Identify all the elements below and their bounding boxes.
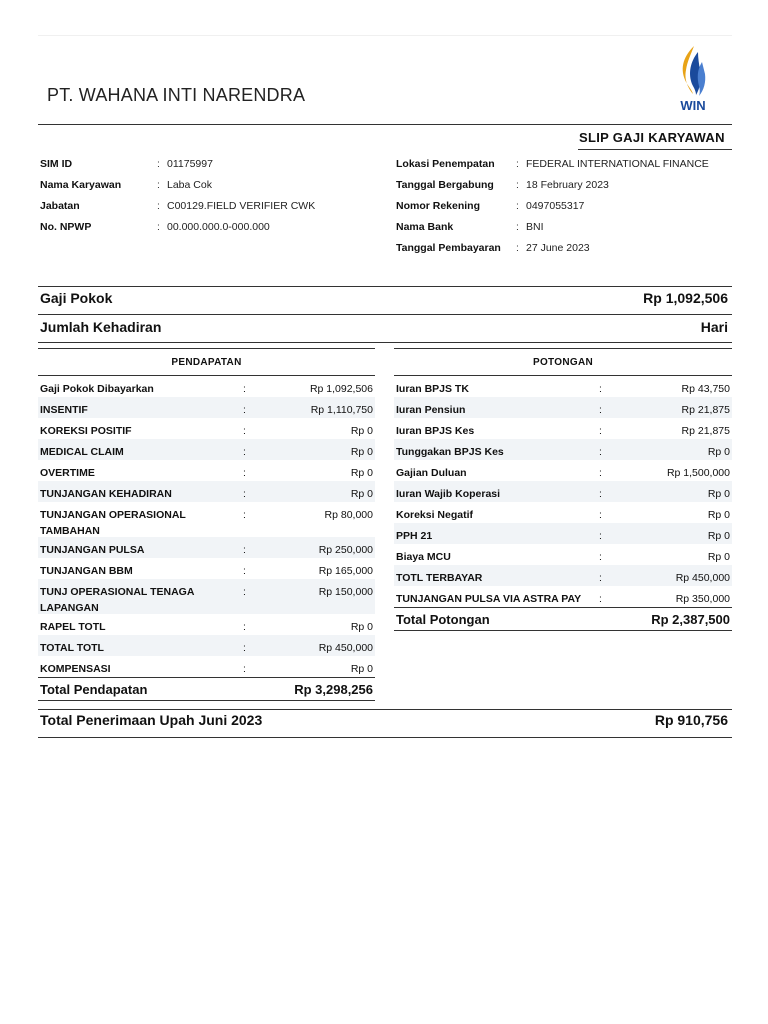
row-colon: :	[243, 488, 246, 500]
row-value: Rp 150,000	[318, 586, 373, 598]
potongan-header: POTONGAN	[533, 356, 593, 368]
row-colon: :	[243, 404, 246, 416]
row-label: TUNJANGAN PULSA	[40, 544, 145, 556]
grand-total-row	[40, 712, 728, 728]
row-label: TOTL TERBAYAR	[396, 572, 483, 584]
table-row	[394, 418, 732, 439]
row-colon: :	[243, 565, 246, 577]
row-colon: :	[599, 572, 602, 584]
pendapatan-total-label: Total Pendapatan	[40, 681, 148, 697]
info-label: Nama Bank	[396, 221, 454, 233]
info-colon: :	[516, 242, 519, 254]
row-label: TUNJANGAN PULSA VIA ASTRA PAY	[396, 593, 582, 605]
row-colon: :	[243, 467, 246, 479]
row-label: PPH 21	[396, 530, 433, 542]
kehadiran-label: Jumlah Kehadiran	[40, 319, 162, 335]
potongan-rows	[394, 376, 732, 607]
row-label: TUNJ OPERASIONAL TENAGA LAPANGAN	[40, 586, 195, 614]
info-row-lokasi	[396, 158, 709, 179]
row-label: Iuran BPJS TK	[396, 383, 469, 395]
row-value: Rp 1,092,506	[309, 383, 373, 395]
row-colon: :	[243, 621, 246, 633]
row-label: Iuran BPJS Kes	[396, 425, 475, 437]
row-label: Iuran Pensiun	[396, 404, 466, 416]
gaji-pokok-value: Rp 1,092,506	[643, 290, 728, 306]
table-row	[38, 502, 375, 537]
potongan-total-label: Total Potongan	[396, 611, 490, 627]
row-colon: :	[599, 446, 602, 458]
table-row	[38, 635, 375, 656]
row-colon: :	[243, 642, 246, 654]
info-value: C00129.FIELD VERIFIER CWK	[167, 200, 316, 212]
table-row	[38, 558, 375, 579]
row-colon: :	[243, 509, 246, 521]
table-row	[394, 397, 732, 418]
row-value: Rp 450,000	[318, 642, 373, 654]
gaji-pokok-row	[40, 290, 728, 306]
row-value: Rp 0	[350, 663, 373, 675]
row-value: Rp 80,000	[324, 509, 373, 521]
pendapatan-rows	[38, 376, 375, 677]
header-divider	[38, 124, 732, 125]
table-row	[394, 565, 732, 586]
table-row	[394, 586, 732, 607]
summary-bottom-divider	[38, 342, 732, 343]
info-label: Lokasi Penempatan	[396, 158, 495, 170]
info-row-nama-bank	[396, 221, 709, 242]
row-colon: :	[599, 509, 602, 521]
row-colon: :	[243, 383, 246, 395]
info-value: BNI	[526, 221, 544, 233]
row-value: Rp 0	[707, 488, 730, 500]
info-colon: :	[516, 158, 519, 170]
row-value: Rp 21,875	[681, 425, 730, 437]
slip-title-underline	[578, 149, 732, 150]
info-label: SIM ID	[40, 158, 73, 170]
info-row-tanggal-pembayaran	[396, 242, 709, 263]
row-value: Rp 1,110,750	[310, 404, 373, 416]
row-value: Rp 250,000	[318, 544, 373, 556]
row-colon: :	[599, 488, 602, 500]
row-colon: :	[243, 544, 246, 556]
table-row	[394, 544, 732, 565]
grand-total-top-rule	[38, 709, 732, 710]
employee-info-left	[40, 158, 315, 242]
row-label: TUNJANGAN KEHADIRAN	[40, 488, 172, 500]
info-row-npwp	[40, 221, 315, 242]
table-row	[38, 656, 375, 677]
info-label: Nomor Rekening	[396, 200, 481, 212]
row-colon: :	[599, 425, 602, 437]
row-value: Rp 0	[707, 530, 730, 542]
table-row	[394, 481, 732, 502]
row-colon: :	[599, 404, 602, 416]
grand-total-label: Total Penerimaan Upah Juni 2023	[40, 712, 263, 728]
table-row	[394, 502, 732, 523]
row-colon: :	[243, 586, 246, 598]
table-row	[394, 376, 732, 397]
table-row	[38, 579, 375, 614]
row-label: Gajian Duluan	[396, 467, 467, 479]
info-label: No. NPWP	[40, 221, 92, 233]
summary-mid-divider	[38, 314, 732, 315]
info-label: Tanggal Pembayaran	[396, 242, 501, 254]
row-value: Rp 0	[350, 425, 373, 437]
table-row	[38, 397, 375, 418]
row-colon: :	[599, 530, 602, 542]
pendapatan-total-row	[38, 678, 375, 700]
flame-icon	[672, 44, 714, 98]
potongan-total-bottom-rule	[394, 630, 732, 631]
row-value: Rp 0	[350, 467, 373, 479]
row-value: Rp 21,875	[681, 404, 730, 416]
gaji-pokok-label: Gaji Pokok	[40, 290, 113, 306]
row-value: Rp 43,750	[681, 383, 730, 395]
table-row	[38, 439, 375, 460]
logo-text: WIN	[680, 98, 706, 113]
table-row	[394, 460, 732, 481]
table-row	[394, 523, 732, 544]
table-row	[38, 614, 375, 635]
row-colon: :	[599, 593, 602, 605]
company-logo	[672, 44, 714, 116]
row-label: KOREKSI POSITIF	[40, 425, 132, 437]
potongan-panel	[394, 348, 732, 631]
slip-title: SLIP GAJI KARYAWAN	[579, 130, 725, 145]
row-label: Tunggakan BPJS Kes	[396, 446, 504, 458]
info-colon: :	[157, 221, 160, 233]
row-value: Rp 0	[707, 446, 730, 458]
company-name: PT. WAHANA INTI NARENDRA	[47, 85, 306, 105]
row-label: Iuran Wajib Koperasi	[396, 488, 501, 500]
row-label: OVERTIME	[40, 467, 95, 479]
row-colon: :	[599, 383, 602, 395]
table-row	[38, 376, 375, 397]
summary-top-divider	[38, 286, 732, 287]
row-label: Biaya MCU	[396, 551, 451, 563]
info-colon: :	[157, 200, 160, 212]
row-label: MEDICAL CLAIM	[40, 446, 124, 458]
pendapatan-total-bottom-rule	[38, 700, 375, 701]
row-value: Rp 0	[350, 446, 373, 458]
kehadiran-value: Hari	[700, 319, 728, 335]
row-colon: :	[599, 551, 602, 563]
row-value: Rp 0	[707, 551, 730, 563]
row-value: Rp 165,000	[318, 565, 373, 577]
info-colon: :	[157, 158, 160, 170]
info-value: 18 February 2023	[526, 179, 609, 191]
grand-total-value: Rp 910,756	[654, 712, 728, 728]
row-label: KOMPENSASI	[40, 663, 111, 675]
info-value: 27 June 2023	[526, 242, 590, 254]
info-value: 0497055317	[526, 200, 585, 212]
pendapatan-total-value: Rp 3,298,256	[294, 681, 373, 697]
row-colon: :	[599, 467, 602, 479]
table-row	[394, 439, 732, 460]
info-value: FEDERAL INTERNATIONAL FINANCE	[526, 158, 709, 170]
row-colon: :	[243, 663, 246, 675]
info-row-nama-karyawan	[40, 179, 315, 200]
row-label: TOTAL TOTL	[40, 642, 104, 654]
row-label: TUNJANGAN OPERASIONAL TAMBAHAN	[40, 509, 186, 537]
kehadiran-row	[40, 319, 728, 335]
row-value: Rp 0	[707, 509, 730, 521]
row-colon: :	[243, 446, 246, 458]
row-label: INSENTIF	[40, 404, 88, 416]
info-row-sim-id	[40, 158, 315, 179]
info-colon: :	[157, 179, 160, 191]
info-label: Nama Karyawan	[40, 179, 122, 191]
pendapatan-header: PENDAPATAN	[171, 356, 242, 368]
row-value: Rp 0	[350, 621, 373, 633]
top-divider	[38, 35, 732, 36]
info-value: 01175997	[167, 158, 213, 170]
row-colon: :	[243, 425, 246, 437]
row-value: Rp 450,000	[675, 572, 730, 584]
table-row	[38, 537, 375, 558]
info-value: Laba Cok	[167, 179, 212, 191]
info-label: Tanggal Bergabung	[396, 179, 494, 191]
row-value: Rp 0	[350, 488, 373, 500]
info-colon: :	[516, 179, 519, 191]
table-row	[38, 418, 375, 439]
info-value: 00.000.000.0-000.000	[167, 221, 270, 233]
row-value: Rp 1,500,000	[666, 467, 730, 479]
info-row-tanggal-bergabung	[396, 179, 709, 200]
info-colon: :	[516, 200, 519, 212]
info-row-nomor-rekening	[396, 200, 709, 221]
table-row	[38, 481, 375, 502]
potongan-total-row	[394, 608, 732, 630]
grand-total-bottom-rule	[38, 737, 732, 738]
row-label: RAPEL TOTL	[40, 621, 106, 633]
row-label: Koreksi Negatif	[396, 509, 474, 521]
pendapatan-panel	[38, 348, 375, 701]
row-label: TUNJANGAN BBM	[40, 565, 133, 577]
potongan-total-value: Rp 2,387,500	[651, 611, 730, 627]
employee-info-right	[396, 158, 709, 263]
row-label: Gaji Pokok Dibayarkan	[40, 383, 154, 395]
info-row-jabatan	[40, 200, 315, 221]
table-row	[38, 460, 375, 481]
info-label: Jabatan	[40, 200, 80, 212]
info-colon: :	[516, 221, 519, 233]
row-value: Rp 350,000	[675, 593, 730, 605]
